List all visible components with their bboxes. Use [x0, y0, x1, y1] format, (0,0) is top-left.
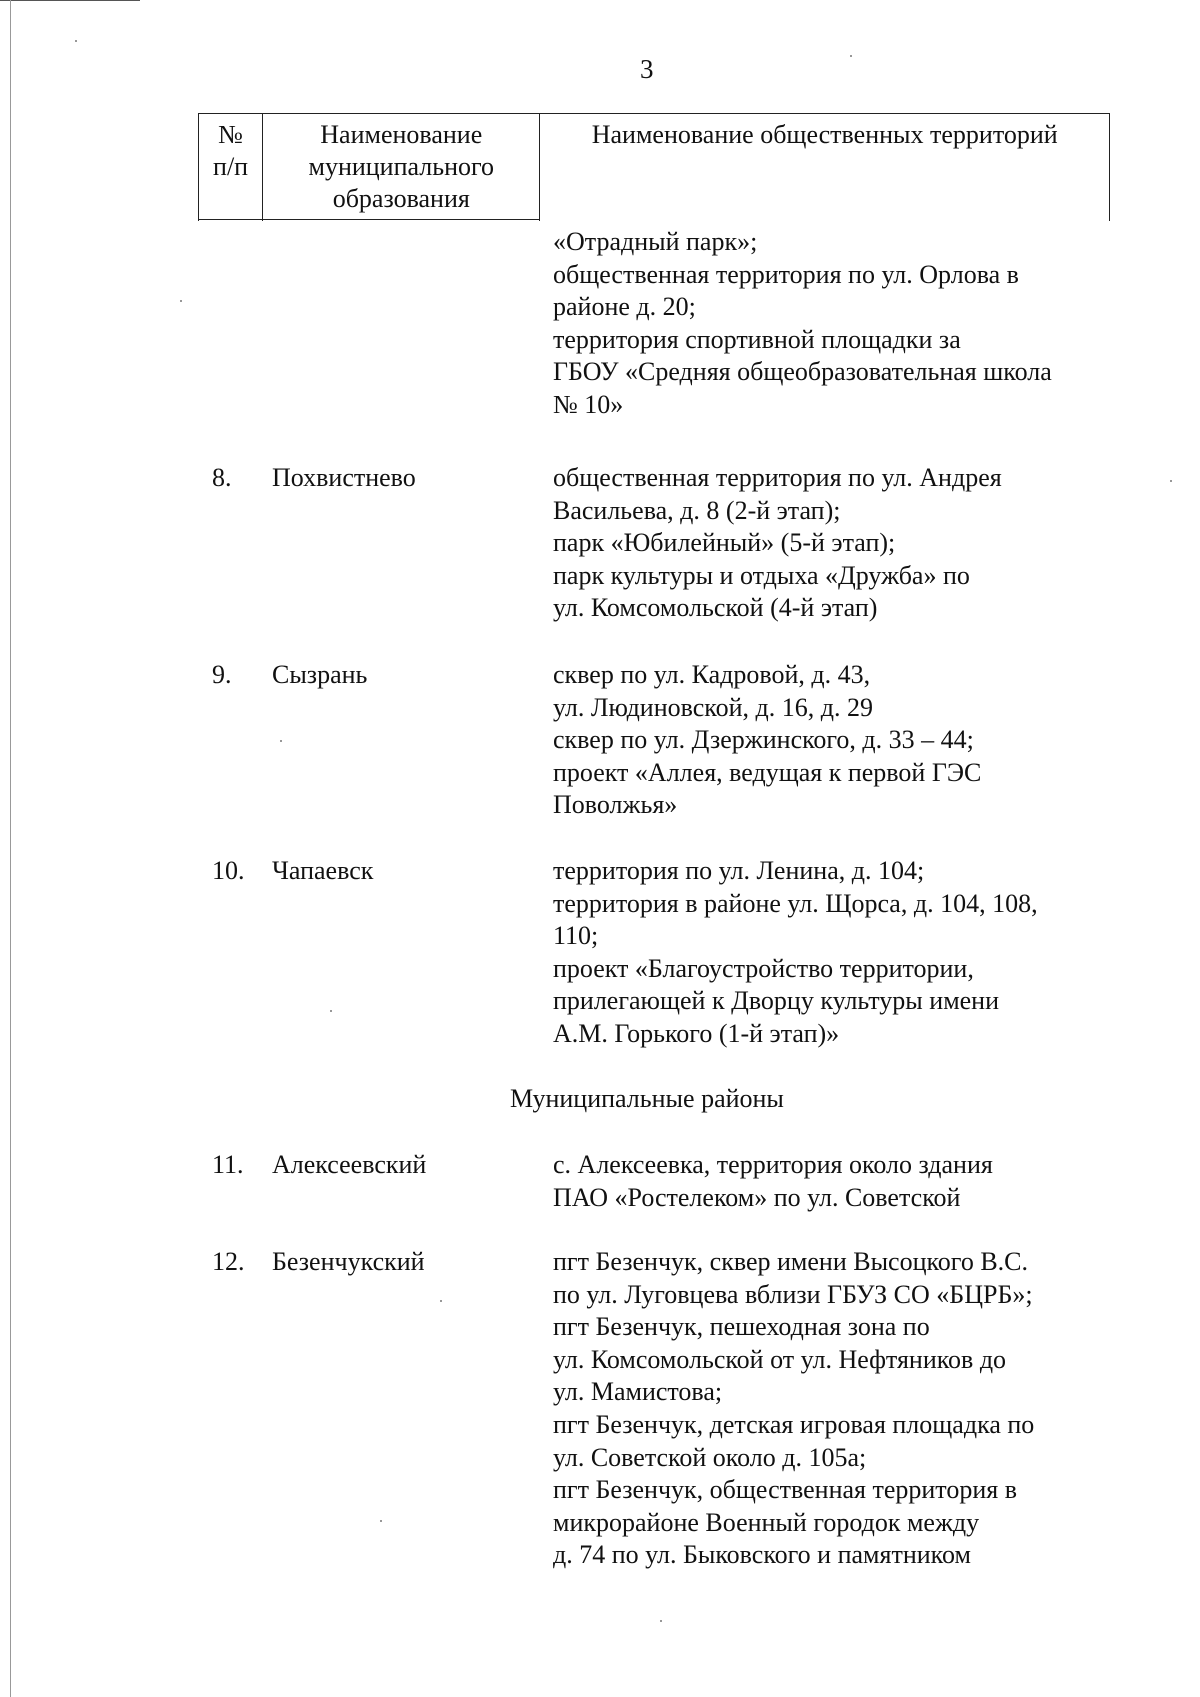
row-municipality: Похвистнево [272, 463, 416, 492]
territory-line: 110; [553, 921, 599, 951]
territory-line: ул. Мамистова; [553, 1377, 723, 1407]
territory-line: территория спортивной площадки за [553, 324, 961, 354]
scan-speck [660, 1620, 662, 1622]
header-mun-line: муниципального [308, 152, 495, 181]
row-territories [553, 1149, 1113, 1214]
scan-corner-line [0, 0, 140, 1]
territory-line: сквер по ул. Кадровой, д. 43, [553, 660, 871, 689]
row-number: 10. [212, 856, 245, 885]
territory-line: № 10» [553, 389, 624, 419]
scan-speck [380, 1520, 382, 1522]
row-territories [553, 1246, 1113, 1572]
territory-line: ул. Комсомольской (4-й этап) [553, 593, 878, 623]
territory-line: по ул. Луговцева вблизи ГБУЗ СО «БЦРБ»; [553, 1279, 1033, 1309]
territory-line: пгт Безенчук, пешеходная зона по [553, 1312, 930, 1342]
page-number: 3 [640, 54, 654, 84]
row-municipality: Алексеевский [272, 1150, 427, 1179]
row-municipality: Сызрань [272, 660, 368, 689]
scan-speck [75, 40, 77, 42]
territory-line: микрорайоне Военный городок между [553, 1507, 980, 1537]
scan-speck [850, 55, 852, 57]
header-mun-line: образования [332, 184, 470, 213]
scan-speck [330, 1010, 332, 1012]
territory-line: проект «Аллея, ведущая к первой ГЭС [553, 757, 982, 787]
header-col-number [199, 114, 263, 221]
header-num-line: п/п [213, 152, 249, 181]
row-number: 12. [212, 1247, 245, 1276]
row-territories [553, 462, 1113, 625]
territory-line: общественная территория по ул. Андрея [553, 463, 1002, 492]
scan-speck [280, 740, 282, 742]
scan-left-edge [10, 0, 11, 1697]
territory-line: прилегающей к Дворцу культуры имени [553, 986, 1000, 1016]
section-heading: Муниципальные районы [510, 1084, 784, 1113]
scan-speck [440, 1300, 442, 1302]
row-number: 9. [212, 660, 232, 689]
header-territories-line: Наименование общественных территорий [591, 120, 1058, 149]
territory-line: сквер по ул. Дзержинского, д. 33 – 44; [553, 725, 974, 755]
row-municipality: Безенчукский [272, 1247, 425, 1276]
territory-line: пгт Безенчук, общественная территория в [553, 1475, 1017, 1505]
row-municipality: Чапаевск [272, 856, 374, 885]
row-number: 11. [212, 1150, 244, 1179]
territory-line: территория по ул. Ленина, д. 104; [553, 856, 925, 885]
territory-line: парк культуры и отдыха «Дружба» по [553, 560, 970, 590]
header-mun-line: Наименование [320, 120, 483, 149]
row-territories [553, 855, 1113, 1051]
territory-line: пгт Безенчук, сквер имени Высоцкого В.С. [553, 1247, 1029, 1276]
territory-line: ул. Людиновской, д. 16, д. 29 [553, 692, 873, 722]
row-territories [553, 659, 1113, 822]
territory-line: Поволжья» [553, 790, 678, 820]
table-header [198, 113, 1110, 221]
continued-entry [553, 226, 1113, 422]
territory-line: общественная территория по ул. Орлова в [553, 259, 1019, 289]
territory-line: д. 74 по ул. Быковского и памятником [553, 1540, 971, 1570]
header-num-line: № [218, 120, 243, 149]
territory-line: «Отрадный парк»; [553, 227, 758, 256]
territory-line: ГБОУ «Средняя общеобразовательная школа [553, 357, 1052, 387]
territory-line: Васильева, д. 8 (2-й этап); [553, 495, 841, 525]
territory-line: проект «Благоустройство территории, [553, 953, 974, 983]
territory-line: А.М. Горького (1-й этап)» [553, 1018, 840, 1048]
territory-line: парк «Юбилейный» (5-й этап); [553, 528, 896, 558]
territory-line: с. Алексеевка, территория около здания [553, 1150, 993, 1179]
territory-line: ул. Советской около д. 105а; [553, 1442, 867, 1472]
header-col-municipality [263, 114, 540, 221]
territory-line: территория в районе ул. Щорса, д. 104, 108, [553, 888, 1038, 918]
territory-line: районе д. 20; [553, 292, 696, 322]
scan-speck [1170, 480, 1172, 482]
territory-line: пгт Безенчук, детская игровая площадка по [553, 1409, 1035, 1439]
header-col-territories [540, 114, 1110, 221]
header-bottom-border [198, 219, 540, 220]
row-number: 8. [212, 463, 232, 492]
territory-line: ПАО «Ростелеком» по ул. Советской [553, 1182, 961, 1212]
scan-speck [180, 300, 182, 302]
territory-line: ул. Комсомольской от ул. Нефтяников до [553, 1344, 1007, 1374]
